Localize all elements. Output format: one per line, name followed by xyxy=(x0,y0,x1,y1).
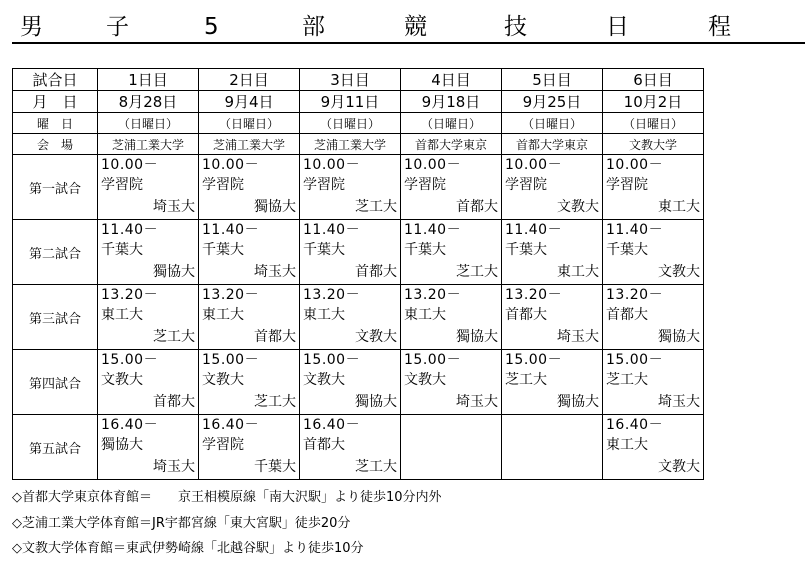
team-a: 芝工大 xyxy=(505,372,547,388)
header-round-cell: 5日目 xyxy=(502,69,603,91)
match-cell xyxy=(603,285,704,350)
match-time: 11.40－ xyxy=(404,222,462,238)
match-info xyxy=(502,155,602,219)
team-b: 獨協大 xyxy=(456,329,498,345)
venue-note: ◇芝浦工業大学体育館＝JR宇都宮線「東大宮駅」徒歩20分 xyxy=(12,516,351,531)
team-a: 千葉大 xyxy=(303,242,345,258)
match-time: 10.00－ xyxy=(404,157,462,173)
match-info xyxy=(603,285,703,349)
schedule-table xyxy=(12,68,704,480)
team-b: 首都大 xyxy=(456,199,498,215)
header-date-cell: 10月2日 xyxy=(603,91,704,113)
match-time: 11.40－ xyxy=(303,222,361,238)
team-a: 東工大 xyxy=(404,307,446,323)
header-round-cell: 3日目 xyxy=(300,69,401,91)
match-time: 15.00－ xyxy=(606,352,664,368)
team-b: 首都大 xyxy=(254,329,296,345)
game-label: 第三試合 xyxy=(13,285,98,350)
match-cell xyxy=(401,285,502,350)
match-cell xyxy=(401,220,502,285)
team-a: 獨協大 xyxy=(101,437,143,453)
match-info xyxy=(401,155,501,219)
header-weekday-cell: （日曜日） xyxy=(401,113,502,134)
title-char: 技 xyxy=(504,14,527,40)
team-b: 獨協大 xyxy=(557,394,599,410)
match-info xyxy=(300,220,400,284)
match-cell xyxy=(199,350,300,415)
match-info xyxy=(603,350,703,414)
match-time: 11.40－ xyxy=(202,222,260,238)
match-info xyxy=(300,155,400,219)
match-cell xyxy=(98,350,199,415)
game-label: 第四試合 xyxy=(13,350,98,415)
team-b: 芝工大 xyxy=(254,394,296,410)
row-label: 曜 日 xyxy=(13,113,98,134)
match-cell xyxy=(603,415,704,480)
match-time: 13.20－ xyxy=(101,287,159,303)
match-info xyxy=(98,350,198,414)
team-b: 文教大 xyxy=(557,199,599,215)
team-b: 芝工大 xyxy=(456,264,498,280)
match-time: 16.40－ xyxy=(606,417,664,433)
match-info xyxy=(502,285,602,349)
match-time: 16.40－ xyxy=(202,417,260,433)
game-row xyxy=(13,285,704,350)
title-underline xyxy=(12,42,805,44)
team-b: 埼玉大 xyxy=(254,264,296,280)
match-info xyxy=(401,350,501,414)
match-cell xyxy=(603,155,704,220)
venue-note: ◇文教大学体育館＝東武伊勢崎線「北越谷駅」より徒歩10分 xyxy=(12,541,364,556)
header-weekday-cell: （日曜日） xyxy=(199,113,300,134)
team-b: 埼玉大 xyxy=(153,459,195,475)
team-b: 芝工大 xyxy=(355,459,397,475)
header-venue-cell: 首都大学東京 xyxy=(401,134,502,155)
match-cell xyxy=(401,155,502,220)
title-char: 競 xyxy=(404,14,427,40)
row-label: 会 場 xyxy=(13,134,98,155)
match-info xyxy=(401,415,501,479)
team-a: 東工大 xyxy=(303,307,345,323)
team-b: 千葉大 xyxy=(254,459,296,475)
match-time: 13.20－ xyxy=(606,287,664,303)
match-time: 10.00－ xyxy=(303,157,361,173)
header-row-weekdays xyxy=(13,113,704,134)
title-char: 5 xyxy=(204,14,219,40)
header-date-cell: 9月25日 xyxy=(502,91,603,113)
match-info xyxy=(502,220,602,284)
team-b: 獨協大 xyxy=(153,264,195,280)
team-a: 千葉大 xyxy=(606,242,648,258)
team-a: 文教大 xyxy=(404,372,446,388)
match-cell xyxy=(502,350,603,415)
header-venue-cell: 首都大学東京 xyxy=(502,134,603,155)
match-time: 11.40－ xyxy=(101,222,159,238)
match-time: 16.40－ xyxy=(101,417,159,433)
team-a: 学習院 xyxy=(101,177,143,193)
team-b: 文教大 xyxy=(658,459,700,475)
match-time: 10.00－ xyxy=(505,157,563,173)
match-cell xyxy=(502,415,603,480)
match-info xyxy=(502,415,602,479)
match-cell xyxy=(199,285,300,350)
header-date-cell: 9月11日 xyxy=(300,91,401,113)
header-date-cell: 9月4日 xyxy=(199,91,300,113)
match-cell xyxy=(300,415,401,480)
match-time: 11.40－ xyxy=(505,222,563,238)
team-a: 学習院 xyxy=(606,177,648,193)
header-date-cell: 9月18日 xyxy=(401,91,502,113)
team-b: 埼玉大 xyxy=(557,329,599,345)
team-b: 東工大 xyxy=(658,199,700,215)
match-info xyxy=(502,350,602,414)
team-b: 芝工大 xyxy=(153,329,195,345)
header-venue-cell: 芝浦工業大学 xyxy=(98,134,199,155)
team-b: 埼玉大 xyxy=(456,394,498,410)
match-cell xyxy=(401,415,502,480)
team-a: 学習院 xyxy=(202,437,244,453)
match-time: 16.40－ xyxy=(303,417,361,433)
team-a: 千葉大 xyxy=(404,242,446,258)
team-b: 文教大 xyxy=(355,329,397,345)
match-time: 15.00－ xyxy=(404,352,462,368)
header-round-cell: 2日目 xyxy=(199,69,300,91)
header-venue-cell: 文教大学 xyxy=(603,134,704,155)
team-a: 首都大 xyxy=(505,307,547,323)
header-weekday-cell: （日曜日） xyxy=(300,113,401,134)
team-a: 首都大 xyxy=(303,437,345,453)
match-cell xyxy=(502,220,603,285)
match-cell xyxy=(98,220,199,285)
team-a: 芝工大 xyxy=(606,372,648,388)
match-info xyxy=(603,220,703,284)
match-time: 11.40－ xyxy=(606,222,664,238)
match-cell xyxy=(98,285,199,350)
match-cell xyxy=(603,350,704,415)
header-venue-cell: 芝浦工業大学 xyxy=(199,134,300,155)
team-a: 東工大 xyxy=(606,437,648,453)
team-b: 東工大 xyxy=(557,264,599,280)
match-time: 15.00－ xyxy=(505,352,563,368)
team-a: 学習院 xyxy=(505,177,547,193)
match-info xyxy=(300,415,400,479)
match-cell xyxy=(300,220,401,285)
title-char: 男 xyxy=(20,14,43,40)
match-time: 13.20－ xyxy=(202,287,260,303)
match-info xyxy=(199,220,299,284)
team-b: 獨協大 xyxy=(658,329,700,345)
match-info xyxy=(98,285,198,349)
match-time: 15.00－ xyxy=(303,352,361,368)
row-label: 月 日 xyxy=(13,91,98,113)
match-time: 15.00－ xyxy=(101,352,159,368)
team-a: 文教大 xyxy=(202,372,244,388)
match-time: 13.20－ xyxy=(303,287,361,303)
header-weekday-cell: （日曜日） xyxy=(98,113,199,134)
match-time: 13.20－ xyxy=(505,287,563,303)
match-cell xyxy=(98,415,199,480)
match-info xyxy=(98,415,198,479)
team-b: 首都大 xyxy=(355,264,397,280)
team-a: 学習院 xyxy=(404,177,446,193)
team-a: 文教大 xyxy=(303,372,345,388)
header-weekday-cell: （日曜日） xyxy=(603,113,704,134)
header-date-cell: 8月28日 xyxy=(98,91,199,113)
header-weekday-cell: （日曜日） xyxy=(502,113,603,134)
venue-note: ◇首都大学東京体育館＝ 京王相模原線「南大沢駅」より徒歩10分内外 xyxy=(12,490,442,505)
game-row xyxy=(13,350,704,415)
team-a: 千葉大 xyxy=(505,242,547,258)
match-info xyxy=(199,415,299,479)
match-time: 13.20－ xyxy=(404,287,462,303)
match-time: 10.00－ xyxy=(101,157,159,173)
match-info xyxy=(300,285,400,349)
match-cell xyxy=(300,285,401,350)
team-b: 文教大 xyxy=(658,264,700,280)
match-info xyxy=(199,350,299,414)
header-row-venues xyxy=(13,134,704,155)
header-venue-cell: 芝浦工業大学 xyxy=(300,134,401,155)
match-info xyxy=(603,415,703,479)
match-cell xyxy=(300,350,401,415)
title-char: 部 xyxy=(302,14,325,40)
team-a: 学習院 xyxy=(303,177,345,193)
team-b: 獨協大 xyxy=(254,199,296,215)
match-info xyxy=(300,350,400,414)
match-info xyxy=(401,220,501,284)
match-info xyxy=(603,155,703,219)
team-b: 首都大 xyxy=(153,394,195,410)
team-a: 東工大 xyxy=(202,307,244,323)
match-cell xyxy=(300,155,401,220)
header-round-cell: 6日目 xyxy=(603,69,704,91)
header-round-cell: 1日目 xyxy=(98,69,199,91)
match-time: 15.00－ xyxy=(202,352,260,368)
match-info xyxy=(199,285,299,349)
match-cell xyxy=(401,350,502,415)
match-cell xyxy=(199,155,300,220)
game-row xyxy=(13,415,704,480)
match-time: 10.00－ xyxy=(606,157,664,173)
match-info xyxy=(401,285,501,349)
game-row xyxy=(13,155,704,220)
row-label: 試合日 xyxy=(13,69,98,91)
title-char: 程 xyxy=(708,14,731,40)
header-row-rounds xyxy=(13,69,704,91)
match-cell xyxy=(98,155,199,220)
game-label: 第二試合 xyxy=(13,220,98,285)
team-a: 首都大 xyxy=(606,307,648,323)
team-b: 芝工大 xyxy=(355,199,397,215)
header-round-cell: 4日目 xyxy=(401,69,502,91)
team-a: 文教大 xyxy=(101,372,143,388)
match-cell xyxy=(502,155,603,220)
title-char: 子 xyxy=(106,14,129,40)
team-b: 獨協大 xyxy=(355,394,397,410)
team-a: 千葉大 xyxy=(202,242,244,258)
team-a: 学習院 xyxy=(202,177,244,193)
match-cell xyxy=(502,285,603,350)
game-row xyxy=(13,220,704,285)
game-label: 第一試合 xyxy=(13,155,98,220)
team-b: 埼玉大 xyxy=(658,394,700,410)
match-info xyxy=(199,155,299,219)
match-info xyxy=(98,155,198,219)
game-label: 第五試合 xyxy=(13,415,98,480)
team-a: 千葉大 xyxy=(101,242,143,258)
team-a: 東工大 xyxy=(101,307,143,323)
match-cell xyxy=(199,220,300,285)
team-b: 埼玉大 xyxy=(153,199,195,215)
match-cell xyxy=(199,415,300,480)
match-cell xyxy=(603,220,704,285)
page-title xyxy=(14,12,804,42)
header-row-dates xyxy=(13,91,704,113)
match-info xyxy=(98,220,198,284)
title-char: 日 xyxy=(606,14,629,40)
match-time: 10.00－ xyxy=(202,157,260,173)
